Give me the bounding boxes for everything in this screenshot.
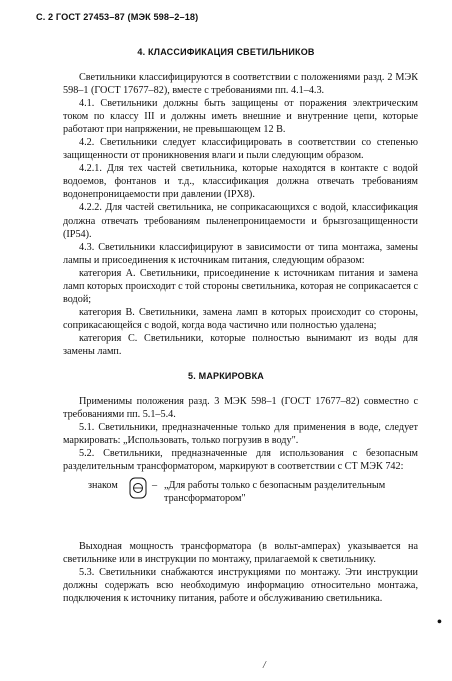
margin-mark: • <box>437 615 442 630</box>
folio-mark: / <box>263 660 266 671</box>
section-4-title: 4. КЛАССИФИКАЦИЯ СВЕТИЛЬНИКОВ <box>137 47 315 57</box>
paragraph: 5.2. Светильники, предназначенные для использования с безопасным разделительным трансформатором, маркируют в соответствии с СТ МЭК 742: <box>63 448 418 473</box>
paragraph: 4.2.1. Для тех частей светильника, которые находятся в контакте с водой водоемов, фонтанов и т.д., классификация должна отвечать требованиям водонепроницаемости при давлении (IPX8). <box>63 163 418 201</box>
paragraph: 4.2.2. Для частей светильника, не соприкасающихся с водой, классификация должна отвечать требованиям пыленепроницаемости и брызгозащищенности (IP54). <box>63 202 418 240</box>
paragraph: Светильники классифицируются в соответствии с положениями разд. 2 МЭК 598–1 (ГОСТ 17677–82), вместе с требованиями пп. 4.1–4.3. <box>63 72 418 97</box>
paragraph: Выходная мощность трансформатора (в вольт-амперах) указывается на светильнике или в инструкции по монтажу, прилагаемой к светильнику. <box>63 541 418 566</box>
section-5-title: 5. МАРКИРОВКА <box>188 371 264 381</box>
paragraph: 5.1. Светильники, предназначенные только для применения в воде, следует маркировать: „Использовать, только погрузив в воду". <box>63 422 418 447</box>
page-header: С. 2 ГОСТ 27453–87 (МЭК 598–2–18) <box>36 12 199 22</box>
sign-text: „Для работы только с безопасным разделительным трансформатором" <box>164 480 386 505</box>
section-4-body <box>63 71 418 358</box>
paragraph: категория С. Светильники, которые полностью вынимают из воды для замены ламп. <box>63 332 418 357</box>
paragraph: категория В. Светильники, замена ламп в которых происходит со стороны, соприкасающейся с водой, когда вода частично или полностью удалена; <box>63 306 418 331</box>
paragraph: 4.3. Светильники классифицируют в зависимости от типа монтажа, замены лампы и присоединения к источникам питания, следующим образом: <box>63 241 418 266</box>
safety-transformer-icon <box>129 477 147 499</box>
paragraph: 4.2. Светильники следует классифицировать в соответствии со степенью защищенности от проникновения влаги и пыли следующим образом. <box>63 137 418 162</box>
sign-dash: – <box>152 480 158 491</box>
marking-sign <box>88 476 418 516</box>
section-5-body-continued <box>63 540 418 605</box>
section-5-body <box>63 395 418 473</box>
paragraph: 5.3. Светильники снабжаются инструкциями по монтажу. Эти инструкции должны содержать всю необходимую информацию относительно монтажа, подключения к источнику питания, работе и обслуживанию светильника. <box>63 567 418 605</box>
paragraph: 4.1. Светильники должны быть защищены от поражения электрическим током по классу III и должны иметь внешние и внутренние цепи, которые работают при напряжении, не превышающем 12 В. <box>63 98 418 136</box>
paragraph: категория А. Светильники, присоединение к источникам питания и замена ламп которых происходит с той стороны светильника, которая не соприкасается с водой; <box>63 267 418 305</box>
sign-word: знаком <box>88 480 118 491</box>
paragraph: Применимы положения разд. 3 МЭК 598–1 (ГОСТ 17677–82) совместно с требованиями пп. 5.1–5.4. <box>63 396 418 421</box>
